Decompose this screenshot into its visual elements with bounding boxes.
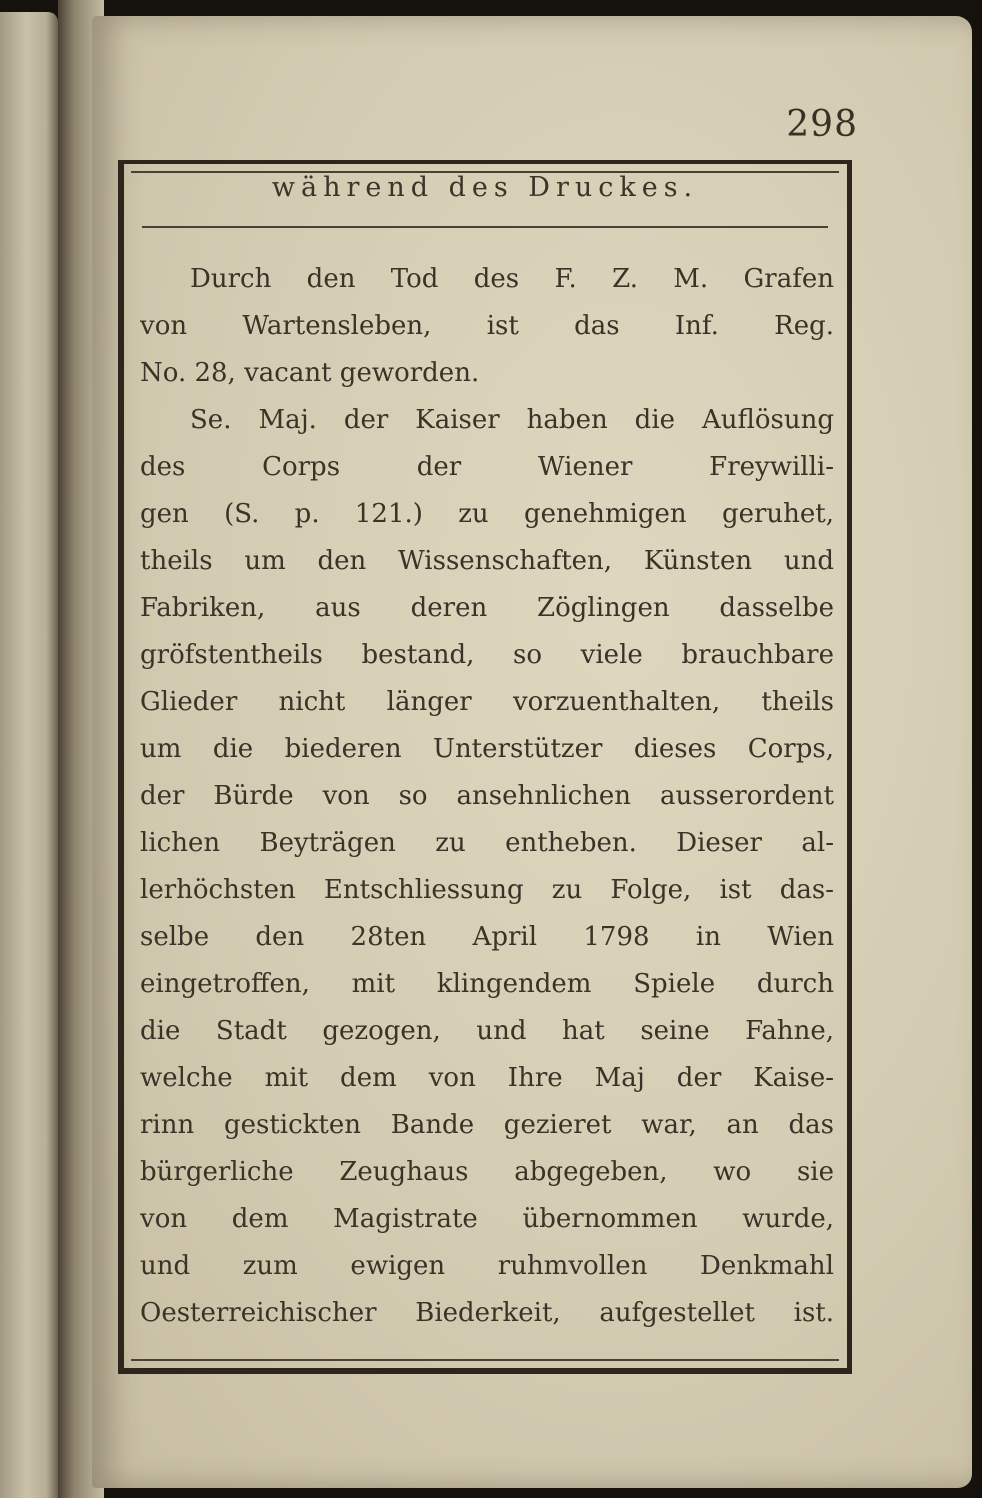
text-line: Fabriken, aus deren Zöglingen dasselbe (140, 593, 834, 623)
text-line: lerhöchsten Entschliessung zu Folge, ist das- (140, 875, 834, 905)
left-page-edge (0, 12, 58, 1498)
body-text (140, 256, 834, 1337)
text-line: von dem Magistrate übernommen wurde, (140, 1204, 834, 1234)
heading-rule (142, 226, 828, 228)
text-line: No. 28, vacant geworden. (140, 358, 480, 388)
text-line: theils um den Wissenschaften, Künsten und (140, 546, 834, 576)
text-line: eingetroffen, mit klingendem Spiele durch (140, 969, 834, 999)
text-line: und zum ewigen ruhmvollen Denkmahl (140, 1251, 834, 1281)
text-line: bürgerliche Zeughaus abgegeben, wo sie (140, 1157, 834, 1187)
text-line: Durch den Tod des F. Z. M. Grafen (190, 264, 834, 294)
text-line: Se. Maj. der Kaiser haben die Auflösung (190, 405, 834, 435)
text-line: gröfstentheils bestand, so viele brauchbare (140, 640, 834, 670)
page-number: 298 (786, 104, 858, 145)
text-line: von Wartensleben, ist das Inf. Reg. (140, 311, 834, 341)
text-line: selbe den 28ten April 1798 in Wien (140, 922, 834, 952)
text-line: Glieder nicht länger vorzuenthalten, theils (140, 687, 834, 717)
text-line: lichen Beyträgen zu entheben. Dieser al- (140, 828, 834, 858)
text-line: Oesterreichischer Biederkeit, aufgestellet ist. (140, 1298, 834, 1328)
text-line: der Bürde von so ansehnlichen ausserordent (140, 781, 834, 811)
text-line: gen (S. p. 121.) zu genehmigen geruhet, (140, 499, 834, 529)
section-heading: während des Druckes. (271, 172, 699, 203)
text-line: um die biederen Unterstützer dieses Corps, (140, 734, 834, 764)
text-line: rinn gestickten Bande gezieret war, an das (140, 1110, 834, 1140)
text-line: die Stadt gezogen, und hat seine Fahne, (140, 1016, 834, 1046)
text-line: des Corps der Wiener Freywilli- (140, 452, 834, 482)
text-line: welche mit dem von Ihre Maj der Kaise- (140, 1063, 834, 1093)
